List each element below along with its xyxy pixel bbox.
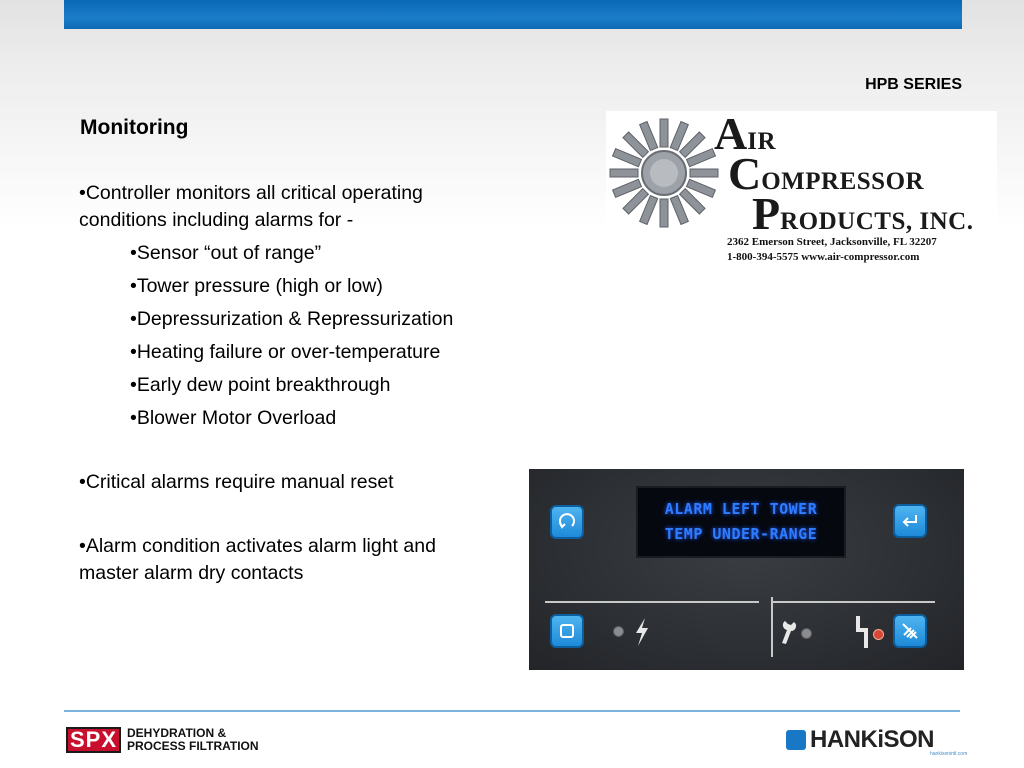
- bullet-list: [79, 180, 469, 587]
- bullet-intro: •Controller monitors all critical operating conditions including alarms for -: [79, 182, 423, 231]
- footer-rule: [64, 710, 960, 712]
- controller-panel-photo: [529, 469, 964, 670]
- service-led: [801, 628, 812, 639]
- logo-word: OMPRESSOR: [761, 168, 925, 195]
- sun-fan-icon: [608, 117, 720, 229]
- bullet-sub-item: •Blower Motor Overload: [130, 407, 337, 429]
- company-logo: [606, 108, 997, 271]
- heater-alarm-icon: [854, 615, 870, 649]
- bullet-contacts: •Alarm condition activates alarm light and master alarm dry contacts: [79, 535, 436, 584]
- refresh-button: [550, 505, 584, 539]
- enter-icon: [900, 511, 920, 531]
- series-label: HPB SERIES: [865, 76, 962, 93]
- bullet-sub-item: •Tower pressure (high or low): [130, 275, 383, 297]
- enter-button: [893, 504, 927, 538]
- panel-divider-left: [545, 601, 759, 603]
- panel-divider-right: [773, 601, 935, 603]
- logo-phone-web: 1-800-394-5575 www.air-compressor.com: [727, 251, 920, 263]
- refresh-icon: [557, 512, 577, 532]
- top-banner: [64, 0, 962, 29]
- panel-divider-vertical: [771, 597, 773, 657]
- bullet-sub-item: •Early dew point breakthrough: [130, 374, 391, 396]
- spx-tagline-line-1: DEHYDRATION &: [127, 726, 227, 740]
- square-icon: [558, 622, 576, 640]
- power-led: [613, 626, 624, 637]
- bullet-sub-item: •Heating failure or over-temperature: [130, 341, 441, 363]
- hankison-emblem-icon: [786, 730, 806, 750]
- logo-word: IR: [747, 128, 777, 155]
- logo-letter: C: [728, 148, 762, 199]
- lcd-line-2: TEMP UNDER-RANGE: [664, 525, 818, 543]
- hankison-logo: [786, 726, 934, 754]
- hankison-wordmark: HANKiSON: [810, 726, 935, 753]
- wrench-icon: [779, 619, 801, 645]
- bullet-reset: •Critical alarms require manual reset: [79, 471, 394, 493]
- spx-logo: SPX: [66, 727, 121, 753]
- logo-letter: A: [714, 108, 748, 159]
- lcd-line-1: ALARM LEFT TOWER: [664, 500, 818, 518]
- alarm-led: [873, 629, 884, 640]
- bullet-sub-item: •Sensor “out of range”: [130, 242, 322, 264]
- logo-word: RODUCTS, INC.: [780, 208, 974, 235]
- hankison-url: hankisonintl.com: [930, 751, 968, 757]
- spx-tagline: [127, 727, 259, 753]
- bullet-sub-item: •Depressurization & Repressurization: [130, 308, 454, 330]
- spx-tagline-line-2: PROCESS FILTRATION: [127, 739, 259, 753]
- logo-address: 2362 Emerson Street, Jacksonville, FL 32207: [727, 236, 937, 248]
- lightning-icon: [633, 617, 651, 647]
- logo-letter: P: [752, 188, 781, 239]
- power-button: [550, 614, 584, 648]
- silence-icon: [900, 621, 920, 641]
- slide-title: Monitoring: [80, 116, 189, 139]
- alarm-reset-button: [893, 614, 927, 648]
- lcd-display: [636, 486, 846, 558]
